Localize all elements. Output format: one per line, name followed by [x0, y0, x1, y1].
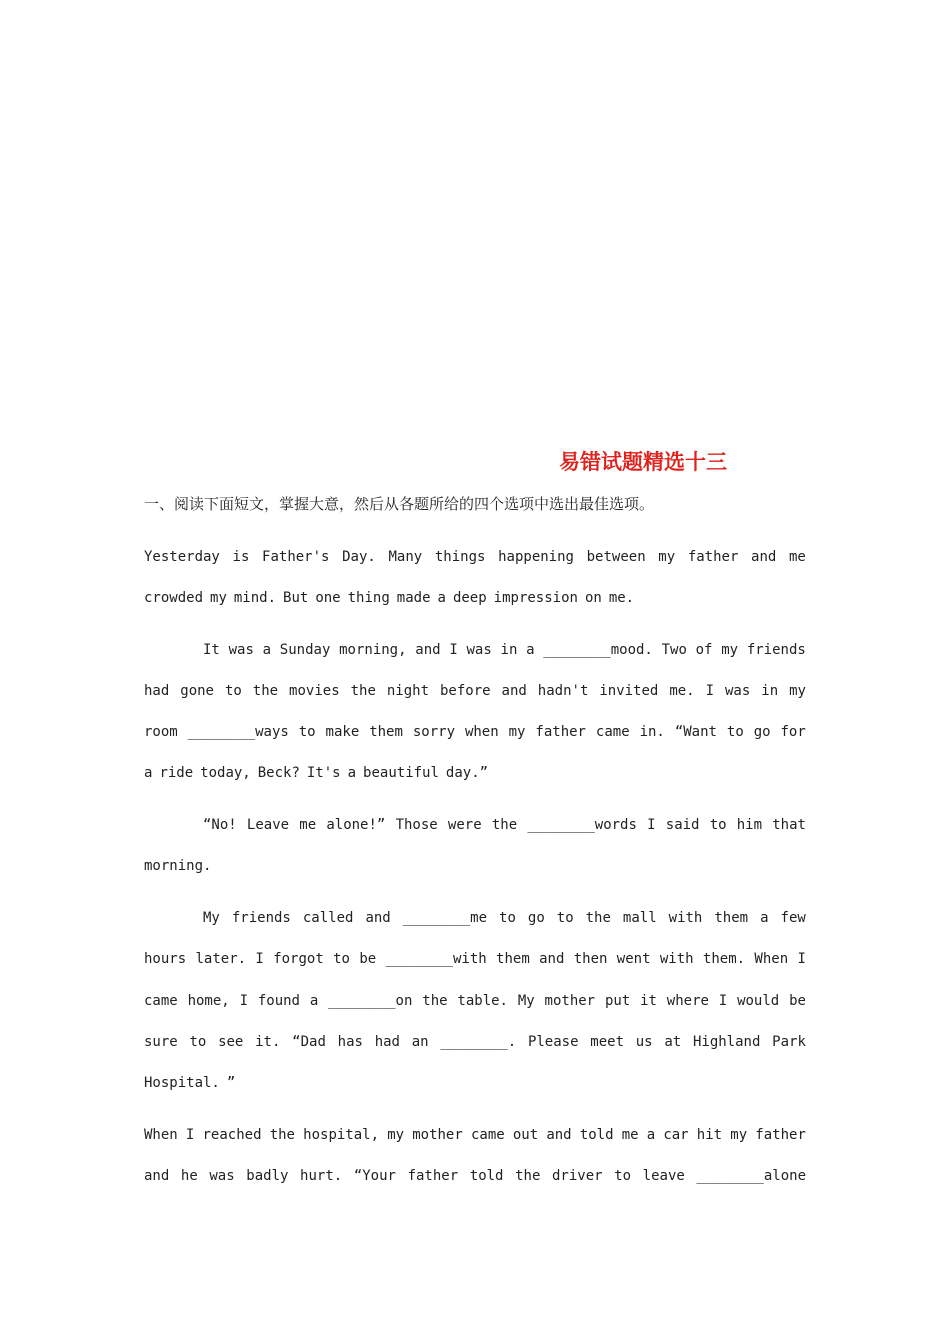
passage-word: It — [203, 642, 220, 658]
passage-word: and — [365, 910, 391, 926]
passage-word: father — [687, 549, 739, 565]
passage-word: made — [396, 590, 431, 606]
passage-word: morning, — [339, 642, 407, 658]
passage-word: told — [469, 1168, 504, 1184]
passage-word: Father's — [262, 549, 330, 565]
passage-word: Beck? — [257, 765, 300, 781]
passage-word: hours — [144, 951, 187, 967]
passage-word: mother — [544, 993, 596, 1009]
passage-word: a — [760, 910, 769, 926]
passage-word: gone — [180, 683, 214, 699]
passage-line — [144, 1072, 806, 1094]
passage-word: Those — [395, 817, 438, 833]
passage-word: When — [144, 1127, 178, 1143]
passage-word: with — [668, 910, 703, 926]
passage-line — [144, 948, 806, 970]
passage-word: ________on — [328, 993, 413, 1009]
passage-word: I — [647, 817, 656, 833]
passage-word: my — [730, 1127, 748, 1143]
passage-word: Two — [661, 642, 687, 658]
passage-word: My — [517, 993, 535, 1009]
passage-word: were — [447, 817, 482, 833]
passage-word: it — [640, 993, 657, 1009]
passage-word: Please — [527, 1034, 579, 1050]
passage-word: make — [325, 724, 360, 740]
passage-word: hurt. — [300, 1168, 343, 1184]
passage-word: the — [515, 1168, 541, 1184]
passage-word: night — [386, 683, 430, 699]
passage-word: the — [350, 683, 376, 699]
passage-word: before — [439, 683, 491, 699]
passage-word: my — [210, 590, 227, 606]
passage-word: “Dad — [292, 1034, 326, 1050]
passage-word: car — [663, 1127, 689, 1143]
passage-word: mall — [622, 910, 657, 926]
passage-word: was — [209, 1168, 235, 1184]
passage-word: Park — [772, 1034, 806, 1050]
passage-word: had — [144, 683, 170, 699]
passage-word: I — [255, 951, 264, 967]
passage-word: today, — [200, 765, 251, 781]
passage-word: with — [659, 951, 694, 967]
passage-word: us — [635, 1034, 653, 1050]
passage-word: in — [761, 683, 779, 699]
passage-word: came — [470, 1127, 505, 1143]
passage-word: deep — [452, 590, 487, 606]
passage-word: I — [185, 1127, 195, 1143]
passage-word: one — [315, 590, 341, 606]
passage-word: me. — [669, 683, 695, 699]
passage-word: things — [434, 549, 486, 565]
passage-word: go — [753, 724, 771, 740]
passage-word: ________ways — [187, 724, 289, 740]
passage-word: see — [218, 1034, 244, 1050]
passage-word: to — [224, 683, 242, 699]
passage-word: ________me — [402, 910, 488, 926]
passage-word: went — [616, 951, 651, 967]
passage-word: an — [411, 1034, 429, 1050]
passage-word: invited — [599, 683, 659, 699]
passage-word: and — [501, 683, 527, 699]
passage-word: ________mood. — [543, 642, 653, 658]
passage-word: and — [546, 1127, 572, 1143]
passage-word: a — [347, 765, 357, 781]
passage-word: happening — [498, 549, 574, 565]
passage-word: Yesterday — [144, 549, 220, 565]
passage-word: a — [144, 765, 153, 781]
passage-word: in. — [639, 724, 665, 740]
passage-word: me — [789, 549, 806, 565]
passage-line — [203, 814, 806, 836]
passage-word: them. — [702, 951, 746, 967]
passage-word: sure — [144, 1034, 178, 1050]
passage-word: alone!” — [326, 817, 386, 833]
passage-word: a — [262, 642, 272, 658]
passage-word: I — [705, 683, 715, 699]
passage-word: put — [604, 993, 631, 1009]
passage-word: was — [466, 642, 492, 658]
passage-word: Leave — [246, 817, 290, 833]
passage-word: father — [755, 1127, 806, 1143]
passage-word: me. — [608, 590, 635, 606]
passage-word: was — [725, 683, 751, 699]
passage-word: has — [337, 1034, 363, 1050]
passage-word: “No! — [203, 817, 237, 833]
passage-word: to — [726, 724, 744, 740]
passage-word: “Want — [674, 724, 717, 740]
passage-word: I — [449, 642, 458, 658]
passage-word: my — [658, 549, 676, 565]
passage-word: friends — [746, 642, 806, 658]
passage-word: mother — [412, 1127, 463, 1143]
passage-word: came — [144, 993, 178, 1009]
passage-word: room — [144, 724, 178, 740]
passage-word: I — [239, 993, 248, 1009]
passage-line — [144, 1031, 806, 1053]
passage-word: Hospital. — [144, 1075, 220, 1091]
passage-word: me — [621, 1127, 639, 1143]
passage-word: of — [695, 642, 713, 658]
passage-word: told — [579, 1127, 614, 1143]
passage-word: to — [709, 817, 727, 833]
passage-word: crowded — [144, 590, 204, 606]
passage-word: table. — [457, 993, 508, 1009]
passage-word: when — [464, 724, 499, 740]
passage-word: he — [180, 1168, 198, 1184]
passage-word: to — [499, 910, 516, 926]
passage-word: leave — [642, 1168, 685, 1184]
passage-word: movies — [289, 683, 340, 699]
passage-word: called — [302, 910, 354, 926]
passage-word: the — [491, 817, 518, 833]
passage-word: out — [512, 1127, 539, 1143]
passage-word: My — [203, 910, 220, 926]
passage-word: to — [189, 1034, 207, 1050]
passage-word: ride — [159, 765, 194, 781]
passage-word: Day. — [342, 549, 376, 565]
passage-word: on — [584, 590, 602, 606]
passage-word: impression — [493, 590, 578, 606]
passage-line — [144, 990, 806, 1012]
passage-word: meet — [590, 1034, 624, 1050]
passage-word: that — [772, 817, 806, 833]
passage-line — [144, 721, 806, 743]
passage-word: beautiful — [363, 765, 439, 781]
passage-word: Sunday — [279, 642, 331, 658]
passage-word: and — [144, 1168, 170, 1184]
passage-word: ” — [226, 1075, 236, 1091]
passage-word: was — [228, 642, 254, 658]
passage-word: hadn't — [537, 683, 589, 699]
passage-line — [144, 680, 806, 702]
passage-word: found — [257, 993, 300, 1009]
passage-word: the — [422, 993, 448, 1009]
passage-word: to — [333, 951, 350, 967]
passage-word: between — [586, 549, 646, 565]
passage-word: I — [718, 993, 728, 1009]
passage-line — [144, 1165, 806, 1187]
passage-word: me — [299, 817, 317, 833]
passage-word: and — [415, 642, 441, 658]
page-title: 易错试题精选十三 — [559, 449, 727, 474]
passage-word: forgot — [273, 951, 324, 967]
passage-word: badly — [246, 1168, 289, 1184]
passage-word: a — [646, 1127, 656, 1143]
passage-word: the — [252, 683, 279, 699]
passage-word: at — [664, 1034, 682, 1050]
passage-word: “Your — [353, 1168, 396, 1184]
passage-line — [144, 1124, 806, 1146]
passage-word: and — [751, 549, 777, 565]
passage-word: ________with — [385, 951, 487, 967]
passage-word: go — [527, 910, 545, 926]
passage-word: Many — [388, 549, 423, 565]
passage-word: to — [614, 1168, 632, 1184]
passage-word: said — [665, 817, 700, 833]
passage-line — [144, 855, 806, 877]
passage-word: came — [595, 724, 630, 740]
passage-word: my — [721, 642, 739, 658]
passage-word: be — [789, 993, 806, 1009]
passage-word: ________alone — [696, 1168, 806, 1184]
passage-word: is — [232, 549, 250, 565]
passage-word: Highland — [692, 1034, 761, 1050]
passage-word: my — [789, 683, 806, 699]
passage-line — [203, 907, 806, 929]
passage-word: him — [736, 817, 763, 833]
passage-word: father — [407, 1168, 459, 1184]
passage-word: When — [754, 951, 789, 967]
passage-line — [203, 639, 806, 661]
passage-line — [144, 762, 806, 784]
passage-word: morning. — [144, 858, 212, 874]
passage-word: hospital, — [303, 1127, 380, 1143]
passage-word: them — [496, 951, 530, 967]
passage-word: home, — [187, 993, 230, 1009]
passage-word: But — [283, 590, 309, 606]
passage-word: my — [387, 1127, 405, 1143]
passage-word: would — [737, 993, 780, 1009]
passage-word: friends — [231, 910, 291, 926]
passage-word: be — [359, 951, 377, 967]
passage-word: them — [369, 724, 403, 740]
passage-word: my — [508, 724, 526, 740]
passage-word: sorry — [412, 724, 456, 740]
passage-word: them — [714, 910, 749, 926]
passage-word: ________words — [527, 817, 637, 833]
passage-word: a — [437, 590, 446, 606]
passage-word: for — [780, 724, 806, 740]
passage-word: I — [797, 951, 806, 967]
passage-word: and — [539, 951, 565, 967]
passage-word: to — [556, 910, 574, 926]
passage-word: to — [298, 724, 316, 740]
passage-word: mind. — [233, 590, 277, 606]
passage-line — [144, 546, 806, 568]
passage-word: hit — [696, 1127, 723, 1143]
passage-word: it. — [255, 1034, 281, 1050]
passage-word: ________. — [440, 1034, 517, 1050]
passage-word: driver — [552, 1168, 603, 1184]
passage-word: where — [666, 993, 709, 1009]
passage-word: It's — [306, 765, 341, 781]
passage-word: a — [309, 993, 319, 1009]
instruction-text: 一、阅读下面短文，掌握大意，然后从各题所给的四个选项中选出最佳选项。 — [144, 495, 655, 513]
passage-line — [144, 587, 806, 609]
passage-word: the — [269, 1127, 295, 1143]
passage-word: had — [374, 1034, 400, 1050]
passage-word: reached — [202, 1127, 262, 1143]
passage-word: father — [535, 724, 586, 740]
passage-word: then — [573, 951, 608, 967]
passage-word: day.” — [445, 765, 489, 781]
passage-word: thing — [347, 590, 390, 606]
passage-word: a — [526, 642, 535, 658]
passage-word: later. — [195, 951, 247, 967]
passage-word: the — [585, 910, 611, 926]
passage-word: few — [780, 910, 806, 926]
passage-word: in — [500, 642, 518, 658]
